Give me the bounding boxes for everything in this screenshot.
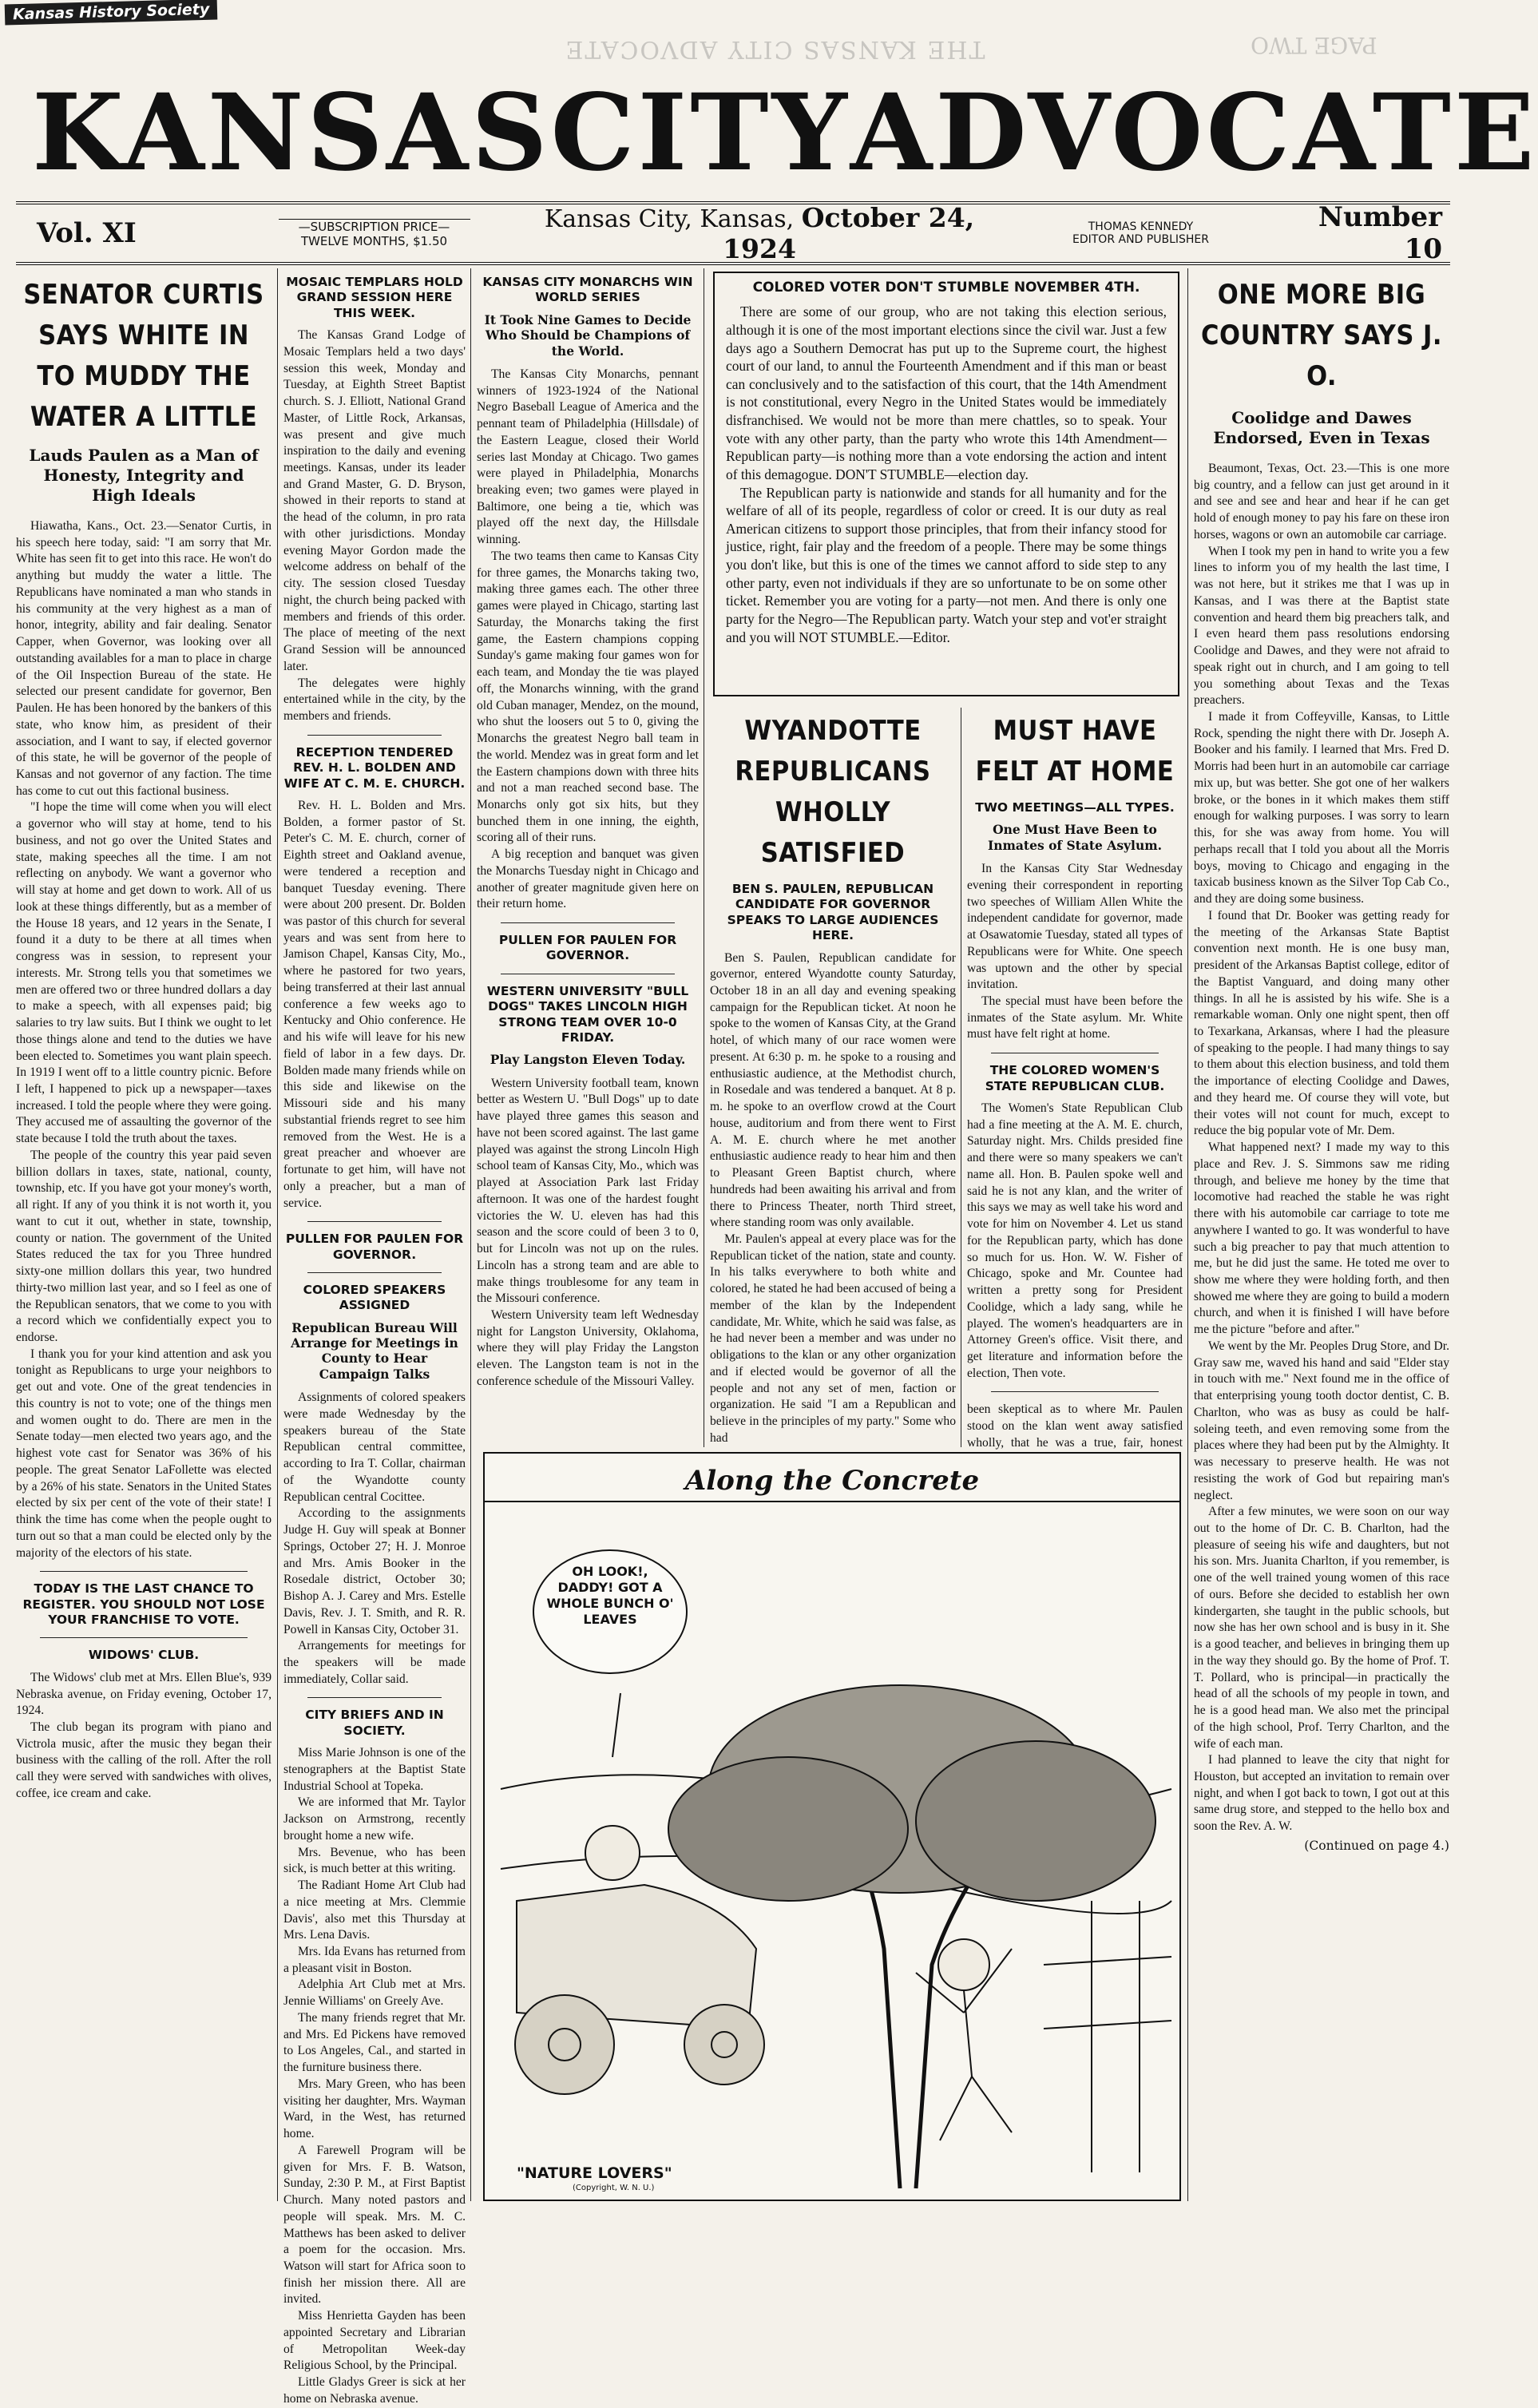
paragraph: "I hope the time will come when you will elect a governor who will stay at home, tend to his business, and not go over the United States and state, making speeches all the time. I am not reflecting on anybody. We want a governor who will stay at home and get down to work. All of us look at these things differently, but as a member of the House 18 years, and 12 years in the Senate, I found it a duty to be there at all times when congress was in session, to represent your interests. Mr. Strong tells you that sometimes we men are offered two or three hundred dollars a day to make a speech, with all expenses paid; big salaries to try law suits. But I think we ought to let those things alone and tend to the duties we have been elected to. Sometimes you want plain speech. In 1919 I went off to a little country picnic. Before I left, I happened to pick up a newspaper—taxes increased. I told the people where they were going. They accused me of assaulting the governor of the state because I told the truth about the taxes. <box>16 800 272 1146</box>
paragraph: Western University team left Wednesday night for Langston University, Oklahoma, where they will play Friday the Langston eleven. The Langston team is not in the conference schedule of the Missouri Valley. <box>477 1308 699 1388</box>
divider <box>501 922 675 923</box>
monarchs-headline: KANSAS CITY MONARCHS WIN WORLD SERIES <box>482 275 693 305</box>
deck: BEN S. PAULEN, REPUBLICAN CANDIDATE FOR GOVERNOR SPEAKS TO LARGE AUDIENCES HERE. <box>727 882 939 943</box>
paragraph: I found that Dr. Booker was getting ready for the meeting of the Arkansas State Baptist convention next month. He is one busy man, president of the Arkansas Baptist college, editor of the Baptist Vanguard, and doing many other things. In all he is assisted by his wife. She is a remarkable woman. Only one night spent, then off to Texarkana, Arkansas, where I had the pleasure of speaking to the people. I had many things to say to them about this election business, and told them the importance of electing Coolidge and Dawes, and they heard me. Of course they will vote, but their votes will not count for much, except to reduce the big popular vote of Mr. Dem. <box>1194 908 1449 1138</box>
paragraph: Western University football team, known better as Western U. "Bull Dogs" up to date have played three games this season and have not been scored against. The last game played was against the strong Lincoln High school team of Kansas City, Mo., which was played at Association Park last Friday afternoon. It was one of the hardest fought victories the W. U. eleven has had this season and the score could of been 3 to 0, but for Lincoln was not up on the rules. Lincoln has a strong team and are able to make things troublesome for any team in the Missouri conference. <box>477 1076 699 1306</box>
speakers-headline: COLORED SPEAKERS ASSIGNED <box>303 1282 446 1313</box>
folio-line <box>37 201 1442 265</box>
subscription-price: —SUBSCRIPTION PRICE— TWELVE MONTHS, $1.50 <box>279 219 470 248</box>
divider <box>40 1637 248 1638</box>
paragraph: The two teams then came to Kansas City for three games, the Monarchs taking two, making three games each. The other three games were played in Chicago, starting last Saturday, the Monarchs taking the first game, the Eastern champions copping Sunday's game making four games won for each team, and Monday the tie was played off, the Monarchs winning, with the grand old Cuban manager, Mendez, on the mound, who shut the loosers out 5 to 0, giving the Monarchs the greatest Negro ball team in the world. Mendez was in great form and let the Eastern champions down with three hits and not a man reached second base. The Monarchs only got six hits, but they bunched them in one inning, the eighth, scoring all of their runs. <box>477 549 699 845</box>
brief-item: The Radiant Home Art Club had a nice meeting at Mrs. Clemmie Davis', also met this Thursday at Mrs. Lena Davis. <box>283 1878 466 1942</box>
brief-item: Miss Henrietta Gayden has been appointed Secretary and Librarian of Metropolitan Week-day Religious School, by the Principal. <box>283 2309 466 2373</box>
column-rule <box>277 268 278 2201</box>
masthead <box>32 70 1538 195</box>
paragraph: Arrangements for meetings for the speakers will be made immediately, Collar said. <box>283 1639 466 1686</box>
divider <box>991 1391 1159 1392</box>
paragraph: When I took my pen in hand to write you a few lines to inform you of my health the last time, I was not here, but it strikes me that I was up in Kansas, and I was there at the Baptist state convention and heard them big preachers talk, and I even heard them pass resolutions endorsing Coolidge and Dawes, and they were not afraid to speak right out in church, and I am going to tell you something about Texas and the Texas preachers. <box>1194 544 1449 708</box>
continued-notice: (Continued on page 4.) <box>1304 1838 1449 1853</box>
deck: Lauds Paulen as a Man of Honesty, Integrity and High Ideals <box>29 446 259 505</box>
brief-item: Miss Marie Johnson is one of the stenographers at the Baptist State Industrial School at Topeka. <box>283 1746 466 1793</box>
paragraph: The delegates were highly entertained while in the city, by the members and friends. <box>283 676 466 724</box>
briefs-headline: CITY BRIEFS AND IN SOCIETY. <box>305 1708 444 1738</box>
column-two <box>283 270 466 2406</box>
paragraph: What happened next? I made my way to this place and Rev. J. S. Simmons saw me riding through, and believe me honey by the time that locomotive had reached the stable he was right there with his automobile car carriage to tote me anywhere I wanted to go. It was wonderful to have such a big preacher to pay that much attention to me, but he did just the same. He toted me over to show me where they were holding forth, and then showed me where they are going to build a modern church, and when it is finished I will have before me the picture "before and after." <box>1194 1141 1450 1337</box>
editorial-headline: COLORED VOTER DON'T STUMBLE NOVEMBER 4TH. <box>752 280 1140 296</box>
paragraph: The Kansas Grand Lodge of Mosaic Templars held a two days' session this week, Monday and Tuesday, at Eighth Street Baptist church. S. J. Elliott, National Grand Master, of Little Rock, Arkansas, was present and give much inspiration to the daily and evening meetings. Kansas, under its leader and Grand Master, G. D. Bryson, showed in their reports to stand at the head of the column, in pro rata with other jurisdictions. Monday evening Mayor Gordon made the welcome address on behalf of the city. The session closed Tuesday night, the church being packed with members and friends of this order. The place of meeting of the next Grand Session will be announced later. <box>283 328 466 673</box>
brief-item: Mrs. Mary Green, who has been visiting her daughter, Mrs. Wayman Ward, in the West, has returned home. <box>283 2077 466 2141</box>
brief-item: Adelphia Art Club met at Mrs. Jennie Williams' on Greely Ave. <box>283 1978 466 2009</box>
paragraph: Rev. H. L. Bolden and Mrs. Bolden, a former pastor of St. Peter's C. M. E. church, corner of Eighth street and Oakland avenue, were tendered a reception and banquet Tuesday evening. There were about 200 present. Dr. Bolden was pastor of this church for several years and was sent from here to Jamison Chapel, Kansas City, Mo., where he pastored for two years, being transferred at their last annual conference a few weeks ago to Kentucky and Ohio conference. He and his wife will leave for his new field of labor in a few days. Dr. Bolden made many friends while on this side and likewise on the Missouri side and his many substantial friends regret to see him removed from the West. He is a great preacher and whoever are fortunate to get him, will have not only a preacher, but a man of service. <box>283 798 466 1210</box>
paragraph: After a few minutes, we were soon on our way out to the home of Dr. C. B. Charlton, had the pleasure of seeing his wife and daughters, but not his son. Mrs. Juanita Charlton, if you remember, is one of the well trained young women of this race of ours. Before she decided to establish her own kindergarten, she taught in the public schools, but now she has her own school and is busy in it. She is a good teacher, and believes in bringing them up in the way they should go. By the home of Prof. T. T. Pollard, who is principal—in practically the head of all the schools of my people in town, and he is a good head man. We also met the principal of the high school, Prof. Terry Charlton, and the wife of each man. <box>1194 1505 1449 1751</box>
headline: SENATOR CURTIS SAYS WHITE IN TO MUDDY THE WATER A LITTLE <box>23 279 264 433</box>
divider <box>307 1272 442 1273</box>
divider <box>40 1571 248 1572</box>
womens-club-headline: THE COLORED WOMEN'S STATE REPUBLICAN CLUB. <box>985 1063 1165 1093</box>
brief-item: Little Gladys Greer is sick at her home on Nebraska avenue. <box>283 2375 466 2406</box>
paragraph: The people of the country this year paid seven billion dollars in taxes, state, national, county, township, etc. If you have got your money's worth, all right. If any of you think it is not worth it, you want to cut it out, whether in state, township, county or nation. The government of the United States reduced the tax for you Three hundred sixty-one million dollars this year, two hundred thirty-two million last year, and so I feel as one of the Republican senators, that we come to you with a record which we confidentially expect you to endorse. <box>16 1148 272 1344</box>
templars-headline: MOSAIC TEMPLARS HOLD GRAND SESSION HERE THIS WEEK. <box>286 275 463 320</box>
western-headline: WESTERN UNIVERSITY "BULL DOGS" TAKES LINCOLN HIGH STRONG TEAM OVER 10-0 FRIDAY. <box>486 983 689 1045</box>
monarchs-deck: It Took Nine Games to Decide Who Should be Champions of the World. <box>484 311 692 359</box>
deck: Coolidge and Dawes Endorsed, Even in Texas <box>1213 408 1430 447</box>
editorial-box <box>713 272 1179 696</box>
masthead-word-kansas: KANSAS <box>32 70 551 195</box>
bolden-headline: RECEPTION TENDERED REV. H. L. BOLDEN AND WIFE AT C. M. E. CHURCH. <box>283 744 466 791</box>
cartoon-copyright: (Copyright, W. N. U.) <box>573 2184 655 2192</box>
curtis-article <box>16 270 272 2203</box>
brief-item: Mrs. Bevenue, who has been sick, is much better at this writing. <box>283 1845 466 1876</box>
headline: MUST HAVE FELT AT HOME <box>975 715 1175 787</box>
folio-rule <box>16 262 1450 265</box>
paragraph: I made it from Coffeyville, Kansas, to Little Rock, spending the night there with Dr. Joseph A. Booker and his family. I learned that Mrs. Fred D. Morris had been hurt in an automobile car carriage mix up, but was better. She got one of her walkers broke, or the bones in it which makes them stiff enough for walking purposes. I was sorry to learn this, for she was away from home. You will perhaps recall that I told you about all the Morris boys, moving to Chicago and engaging in the taxicab business known as the Silver Top Cab Co., and they are doing some business. <box>1194 710 1449 906</box>
paragraph: Ben S. Paulen, Republican candidate for governor, entered Wyandotte county Saturday, October 18 in an all day and evening speaking campaign for the Republican ticket. At noon he spoke to the women of Kansas City, at the Grand hotel, of which many of our race women were present. At 6:30 p. m. he spoke to a rousing and enthusiastic audience, at the Methodist church, in Rosedale and was tendered a banquet. At 8 p. m. he spoke to an overflow crowd at the Court house, auditorium and from there went to First A. M. E. church where he met another enthusiastic audience ready to hear him and then to Pleasant Green Baptist church, where hundreds had been awaiting his arrival and from there to Princess Theater, north Third street, where standing room was only available. <box>710 950 956 1230</box>
dateline: Kansas City, Kansas, October 24, 1924 <box>544 202 975 264</box>
paragraph: The club began its program with piano and Victrola music, after the music they began their business with the calling of the roll. After the roll call they were served with sandwiches with olives, coffee, ice cream and cake. <box>16 1720 272 1800</box>
pullen-notice: PULLEN FOR PAULEN FOR GOVERNOR. <box>498 933 677 963</box>
register-notice: TODAY IS THE LAST CHANCE TO REGISTER. YOU SHOULD NOT LOSE YOUR FRANCHISE TO VOTE. <box>22 1581 265 1628</box>
library-stamp: Kansas History Society <box>5 0 218 25</box>
cartoon-panel <box>483 1452 1181 2201</box>
paragraph: Assignments of colored speakers were made Wednesday by the speakers bureau of the State Republican central committee, according to Ira T. Collar, chairman of the Wyandotte county Republican central Cocittee. <box>283 1390 466 1504</box>
column-rule <box>1187 268 1188 2201</box>
bleed-through-text: THE KANSAS CITY ADVOCATE <box>564 35 985 63</box>
brief-item: We are informed that Mr. Taylor Jackson on Armstrong, recently brought home a new wife. <box>283 1795 466 1843</box>
paragraph: According to the assignments Judge H. Guy will speak at Bonner Springs, October 27; H. J. Monroe and Mrs. Amis Booker in the Rosedale district, October 30; Bishop A. J. Carey and Mrs. Estelle Davis, Rev. J. T. Smith, and R. R. Powell in Kansas City, October 31. <box>283 1506 466 1636</box>
paragraph: Mr. Paulen's appeal at every place was for the Republican ticket of the nation, state and county. In his talks everywhere to both white and colored, he stated he had been accused of being a member of the klan by the Independent candidate, Mr. White, which he said was false, as he had never been a member and was under no obligations to the klan or any other organization and if elected would be governor of all the people and not any set of men, faction or organization. He said "I am a Republican and believe in the principles of my party." Some who had <box>710 1232 956 1445</box>
jo-letter <box>1194 270 1449 2203</box>
masthead-word-advocate: ADVOCATE <box>850 70 1538 195</box>
felt-at-home-article <box>967 706 1183 1450</box>
deck: TWO MEETINGS—ALL TYPES. <box>975 800 1175 815</box>
widows-club-heading: WIDOWS' CLUB. <box>88 1648 200 1663</box>
divider <box>307 1221 442 1222</box>
issue-date: October 24, 1924 <box>723 202 975 264</box>
masthead-word-city: CITY <box>550 70 850 195</box>
cartoon-title: Along the Concrete <box>684 1465 980 1497</box>
paragraph: In the Kansas City Star Wednesday evening their correspondent in reporting two speeches of William Allen White the independent candidate for governor, made at Osawatomie Tuesday, stated all types of Republicans were for White. One speech was uptown and the other by special invitation. <box>967 862 1183 992</box>
editor-credit: THOMAS KENNEDY EDITOR AND PUBLISHER <box>1072 220 1209 246</box>
speech-bubble: OH LOOK!, DADDY! GOT A WHOLE BUNCH O' LEAVES <box>533 1549 688 1674</box>
issue-number: Number 10 <box>1318 201 1442 265</box>
paragraph: The Women's State Republican Club had a fine meeting at the A. M. E. church, Saturday night. Mrs. Childs presided fine and there were so many speakers we can't name all. Hon. B. Paulen spoke well and said he is not any klan, and the writer of this says we may as well take his word and vote for him on November 4. Let us stand for the Republican party, which has done so much for us. Hon. W. W. Fisher of Chicago, spoke and Mr. Countee had written a pretty song for President Coolidge, which a lady sang, while he played. The women's headquarters are in Attorney Green's office. Visit there, and get literature and information before the election, Then vote. <box>967 1101 1183 1380</box>
paragraph: The Widows' club met at Mrs. Ellen Blue's, 939 Nebraska avenue, on Friday evening, October 17, 1924. <box>16 1670 272 1718</box>
subdeck: One Must Have Been to Inmates of State Asylum. <box>987 822 1163 853</box>
paragraph: been skeptical as to where Mr. Paulen stood on the klan went away satisfied wholly, that he was a true, fair, honest <box>967 1402 1183 1450</box>
bleed-through-page: PAGE TWO <box>1251 32 1377 58</box>
cartoon-caption: "NATURE LOVERS" <box>517 2164 672 2182</box>
column-rule <box>470 268 471 2201</box>
headline: WYANDOTTE REPUBLICANS WHOLLY SATISFIED <box>735 715 931 869</box>
wyandotte-article <box>710 706 956 1444</box>
speakers-deck: Republican Bureau Will Arrange for Meetings in County to Hear Campaign Talks <box>291 1319 458 1382</box>
column-three <box>477 270 699 1444</box>
western-deck: Play Langston Eleven Today. <box>490 1052 686 1068</box>
paragraph: The Kansas City Monarchs, pennant winners of 1923-1924 of the National Negro Baseball League of America and the pennant team of Philadelphia (Hillsdale) of the Eastern League, closed their World series last Monday at Chicago. Two games were played in Philadelphia, Monarchs breaking even; two games were played in Baltimore, one being a tie, which was played off the next day, the Hillsdale winning. <box>477 367 699 547</box>
paragraph: The special must have been before the inmates of the State asylum. Mr. White must have felt right at home. <box>967 994 1183 1041</box>
divider <box>307 1697 442 1698</box>
paragraph: Hiawatha, Kans., Oct. 23.—Senator Curtis, in his speech here today, said: "I am sorry that Mr. White has seen fit to get into this race. He won't do anything but muddy the water a little. The Republicans have nominated a man who stands in his community at the very highest as a man of honor, integrity, ability and fair dealing. Senator Capper, when Governor, was looking over all outstanding availables for a man to place in charge of the Oil Inspection Bureau of the state. He selected our present candidate for governor, Ben Paulen. He has been honored by the bankers of this state, who know him, as president of their association, and I want to say, if elected governor of this state, he will be governor of the people of Kansas and not governor of any faction. The time has come to cut out this factional business. <box>16 519 272 798</box>
brief-item: The many friends regret that Mr. and Mrs. Ed Pickens have removed to Los Angeles, Cal., and started in the furniture business there. <box>283 2010 466 2075</box>
divider <box>307 735 442 736</box>
pullen-notice: PULLEN FOR PAULEN FOR GOVERNOR. <box>285 1232 464 1262</box>
paragraph: There are some of our group, who are not taking this election serious, although it is one of the most important elections since the civil war. Just a few days ago a Southern Democrat has put up to the Supreme court, the highest court of our land, to annul the Fourteenth Amendment and if this man or beast can conclusively and to the satisfaction of this court, that the 14th Amendment is not constitutional, every Negro in the United States would be immediately disfranchised. We would not be more than mere chattles, so to speak. Your vote with any other party, than the party who wrote this 14th Amendment—Republican party—is nothing more than a vote endorsing the action and intent of this demagogue. DON'T STUMBLE—election day. <box>726 303 1167 482</box>
paragraph: The Republican party is nationwide and stands for all humanity and for the welfare of all of its people, regardless of color or creed. It is our duty as real American citizens to support those principles, that from their infancy stood for justice, right, fair play and the freedom of a people. There may be some things you don't like, but this is one of the times we cannot afford to side step to any other party, even not individuals if they are so unfortunate to be on some other ticket. Remember you are voting for a party—not men. And there is only one party for the Negro—The Republican party. Watch your step and vot'er straight and you will NOT STUMBLE.—Editor. <box>726 484 1167 645</box>
headline: ONE MORE BIG COUNTRY SAYS J. O. <box>1201 279 1442 392</box>
paragraph: A big reception and banquet was given the Monarchs Tuesday night in Chicago and another of greater magnitude given here on their return home. <box>477 847 699 911</box>
paragraph: We went by the Mr. Peoples Drug Store, and Dr. Gray saw me, waved his hand and said "Elder stay in touch with me." Next found me in the office of that enterprising young tooth doctor dentist, C. B. Charlton, who was as busy as could be half-soleing teeth, and even removing some from the places where they had been put by the Almighty. It was necessary to preserve health. He was not resisting the work of God but repairing man's neglect. <box>1194 1339 1449 1502</box>
brief-item: A Farewell Program will be given for Mrs. F. B. Watson, Sunday, 2:30 P. M., at First Baptist Church. Many noted pastors and people will speak. Mrs. M. C. Matthews has been asked to deliver a poem for the occasion. Mrs. Watson will start for Africa soon to finish her mission there. All are invited. <box>283 2143 466 2307</box>
brief-item: Mrs. Ida Evans has returned from a pleasant visit in Boston. <box>283 1945 466 1975</box>
volume-label: Vol. XI <box>37 217 137 249</box>
paragraph: I thank you for your kind attention and ask you tonight as Republicans to urge your neighbors to get out and vote. One of the great tendencies in this country is not to vote; one of the things men and women ought to do. There are men in the Senate today—men elected two years ago, and the highest vote cast for Senator was 36% of his people. The great Senator LaFollette was elected by a 26% of his state. Senators in the United States elected by six per cent of the vote of their state! I think the time has come when the people ought to turn out so that a man could be elected only by the majority of the electors of his state. <box>16 1347 272 1560</box>
paragraph: I had planned to leave the city that night for Houston, but accepted an invitation to remain over night, and when I got back to town, I got out at this same drug store, and stepped to the hello box and soon the Rev. A. W. <box>1194 1753 1449 1834</box>
paragraph: Beaumont, Texas, Oct. 23.—This is one more big country, and a fellow can just get around in it and see and see and hear and hear if he can get hold of enough money to pay his fare on these iron horses, wagons or own an automobile car carriage. <box>1194 462 1449 542</box>
